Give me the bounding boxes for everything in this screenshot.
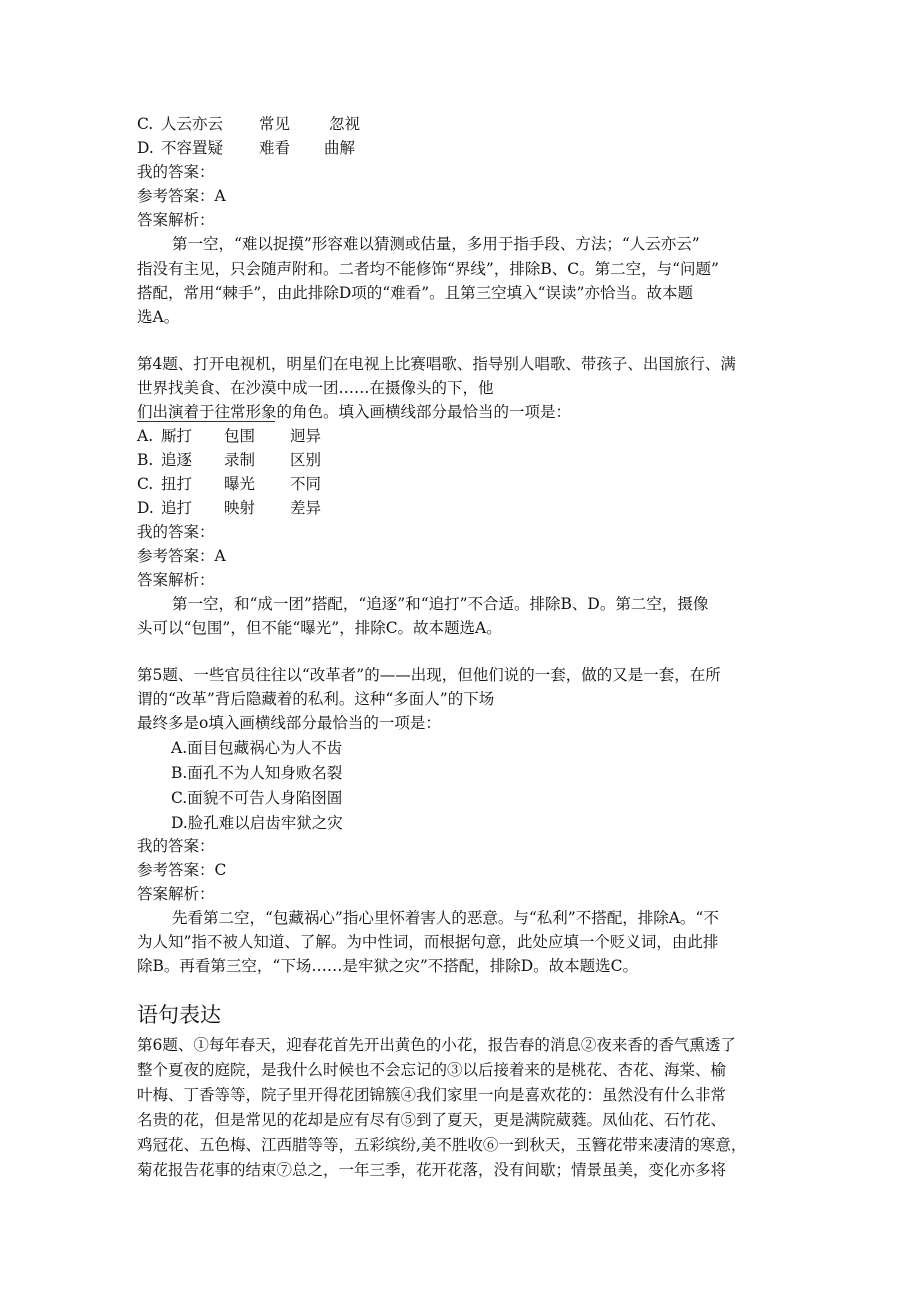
question-stem-line: 世界找美食、在沙漠中成一团……在摄像头的下，他 [137, 379, 494, 397]
option-d-row [137, 496, 321, 520]
option-word-1: 人云亦云 [161, 115, 224, 133]
question-stem-line: 整个夏夜的庭院，是我什么时候也不会忘记的③以后接着来的是桃花、杏花、海棠、榆 [137, 1061, 727, 1079]
underlined-text: 们出演着于往常形象的角色。填入画横线部分最恰当的一项是： [137, 403, 572, 421]
analysis-line: 搭配，常用“棘手”，由此排除D项的“难看”。且第三空填入“误读”亦恰当。故本题 [137, 284, 693, 302]
question-stem-line: 第6题、①每年春天，迎春花首先开出黄色的小花，报告春的消息②夜来香的香气熏透了 [137, 1036, 736, 1054]
option-word-1: 厮打 [161, 427, 193, 445]
question-stem-line: 谓的“改革”背后隐藏着的私利。这种“多面人”的下场 [137, 690, 495, 708]
reference-answer: 参考答案：C [137, 861, 227, 879]
blank-underline [137, 421, 275, 422]
option-label: A. [137, 427, 154, 445]
option-d-row [137, 136, 355, 160]
option-word-3: 区别 [290, 451, 322, 469]
analysis-label: 答案解析： [137, 571, 215, 589]
question-stem-line: 叶梅、丁香等等，院子里开得花团锦簇④我们家里一向是喜欢花的：虽然没有什么非常 [137, 1086, 727, 1104]
question-stem-line: 第5题、一些官员往往以“改革者”的——出现，但他们说的一套，做的又是一套，在所 [137, 666, 721, 684]
analysis-line: 第一空，“难以捉摸”形容难以猜测或估量，多用于指手段、方法；“人云亦云” [172, 235, 700, 253]
option-word-2: 常见 [259, 115, 291, 133]
option-word-3: 不同 [290, 475, 322, 493]
option-label: C. [137, 115, 154, 133]
option-word-3: 忽视 [329, 115, 361, 133]
option-label: C. [137, 475, 154, 493]
option-word-3: 曲解 [324, 139, 356, 157]
option-word-3: 迥异 [290, 427, 322, 445]
option-word-2: 曝光 [224, 475, 256, 493]
option-word-1: 不容置疑 [161, 139, 224, 157]
question-stem-line: 名贵的花，但是常见的花却是应有尽有⑤到了夏天，更是满院葳蕤。凤仙花、石竹花、 [137, 1111, 727, 1129]
reference-answer: 参考答案：A [137, 547, 226, 565]
option-word-1: 追打 [161, 499, 193, 517]
question-stem-line: 菊花报告花事的结束⑦总之，一年三季，花开花落，没有间歇；情景虽美，变化亦多将 [137, 1161, 727, 1179]
question-stem-line: 鸡冠花、五色梅、江西腊等等，五彩缤纷,美不胜收⑥一到秋天，玉簪花带来凄清的寒意， [137, 1136, 747, 1154]
option-label: D. [137, 499, 154, 517]
section-title: 语句表达 [137, 1003, 221, 1027]
my-answer-label: 我的答案： [137, 163, 215, 181]
option-b-row: B.面孔不为人知身败名裂 [171, 764, 343, 782]
option-d-row: D.脸孔难以启齿牢狱之灾 [171, 814, 343, 832]
reference-answer: 参考答案：A [137, 187, 226, 205]
option-word-2: 难看 [259, 139, 291, 157]
option-a-row: A.面目包藏祸心为人不齿 [171, 739, 343, 757]
option-word-2: 映射 [224, 499, 256, 517]
analysis-line: 除B。再看第三空，“下场……是牢狱之灾”不搭配，排除D。故本题选C。 [137, 957, 639, 975]
analysis-line: 为人知”指不被人知道、了解。为中性词，而根据句意，此处应填一个贬义词，由此排 [137, 933, 719, 951]
analysis-line: 选A。 [137, 308, 180, 326]
analysis-label: 答案解析： [137, 211, 215, 229]
option-a-row [137, 424, 321, 448]
analysis-line: 头可以“包围”，但不能“曝光”，排除C。故本题选A。 [137, 619, 502, 637]
option-word-1: 扭打 [161, 475, 193, 493]
option-c-row [137, 112, 360, 136]
option-word-2: 包围 [224, 427, 256, 445]
analysis-line: 先看第二空，“包藏祸心”指心里怀着害人的恶意。与“私利”不搭配，排除A。“不 [172, 909, 719, 927]
analysis-line: 第一空，和“成一团”搭配，“追逐”和“追打”不合适。排除B、D。第二空，摄像 [172, 595, 709, 613]
question-stem-line: 最终多是o填入画横线部分最恰当的一项是： [137, 714, 441, 732]
option-c-row [137, 472, 321, 496]
option-word-3: 差异 [290, 499, 322, 517]
option-word-2: 录制 [224, 451, 256, 469]
option-label: B. [137, 451, 154, 469]
option-word-1: 追逐 [161, 451, 193, 469]
question-stem-line: 第4题、打开电视机，明星们在电视上比赛唱歌、指导别人唱歌、带孩子、出国旅行、满 [137, 355, 736, 373]
analysis-line: 指没有主见，只会随声附和。二者均不能修饰“界线”，排除B、C。第二空，与“问题” [137, 260, 719, 278]
my-answer-label: 我的答案： [137, 837, 215, 855]
option-label: D. [137, 139, 154, 157]
option-b-row [137, 448, 321, 472]
option-c-row: C.面貌不可告人身陷囹圄 [171, 789, 343, 807]
analysis-label: 答案解析： [137, 885, 215, 903]
my-answer-label: 我的答案： [137, 523, 215, 541]
